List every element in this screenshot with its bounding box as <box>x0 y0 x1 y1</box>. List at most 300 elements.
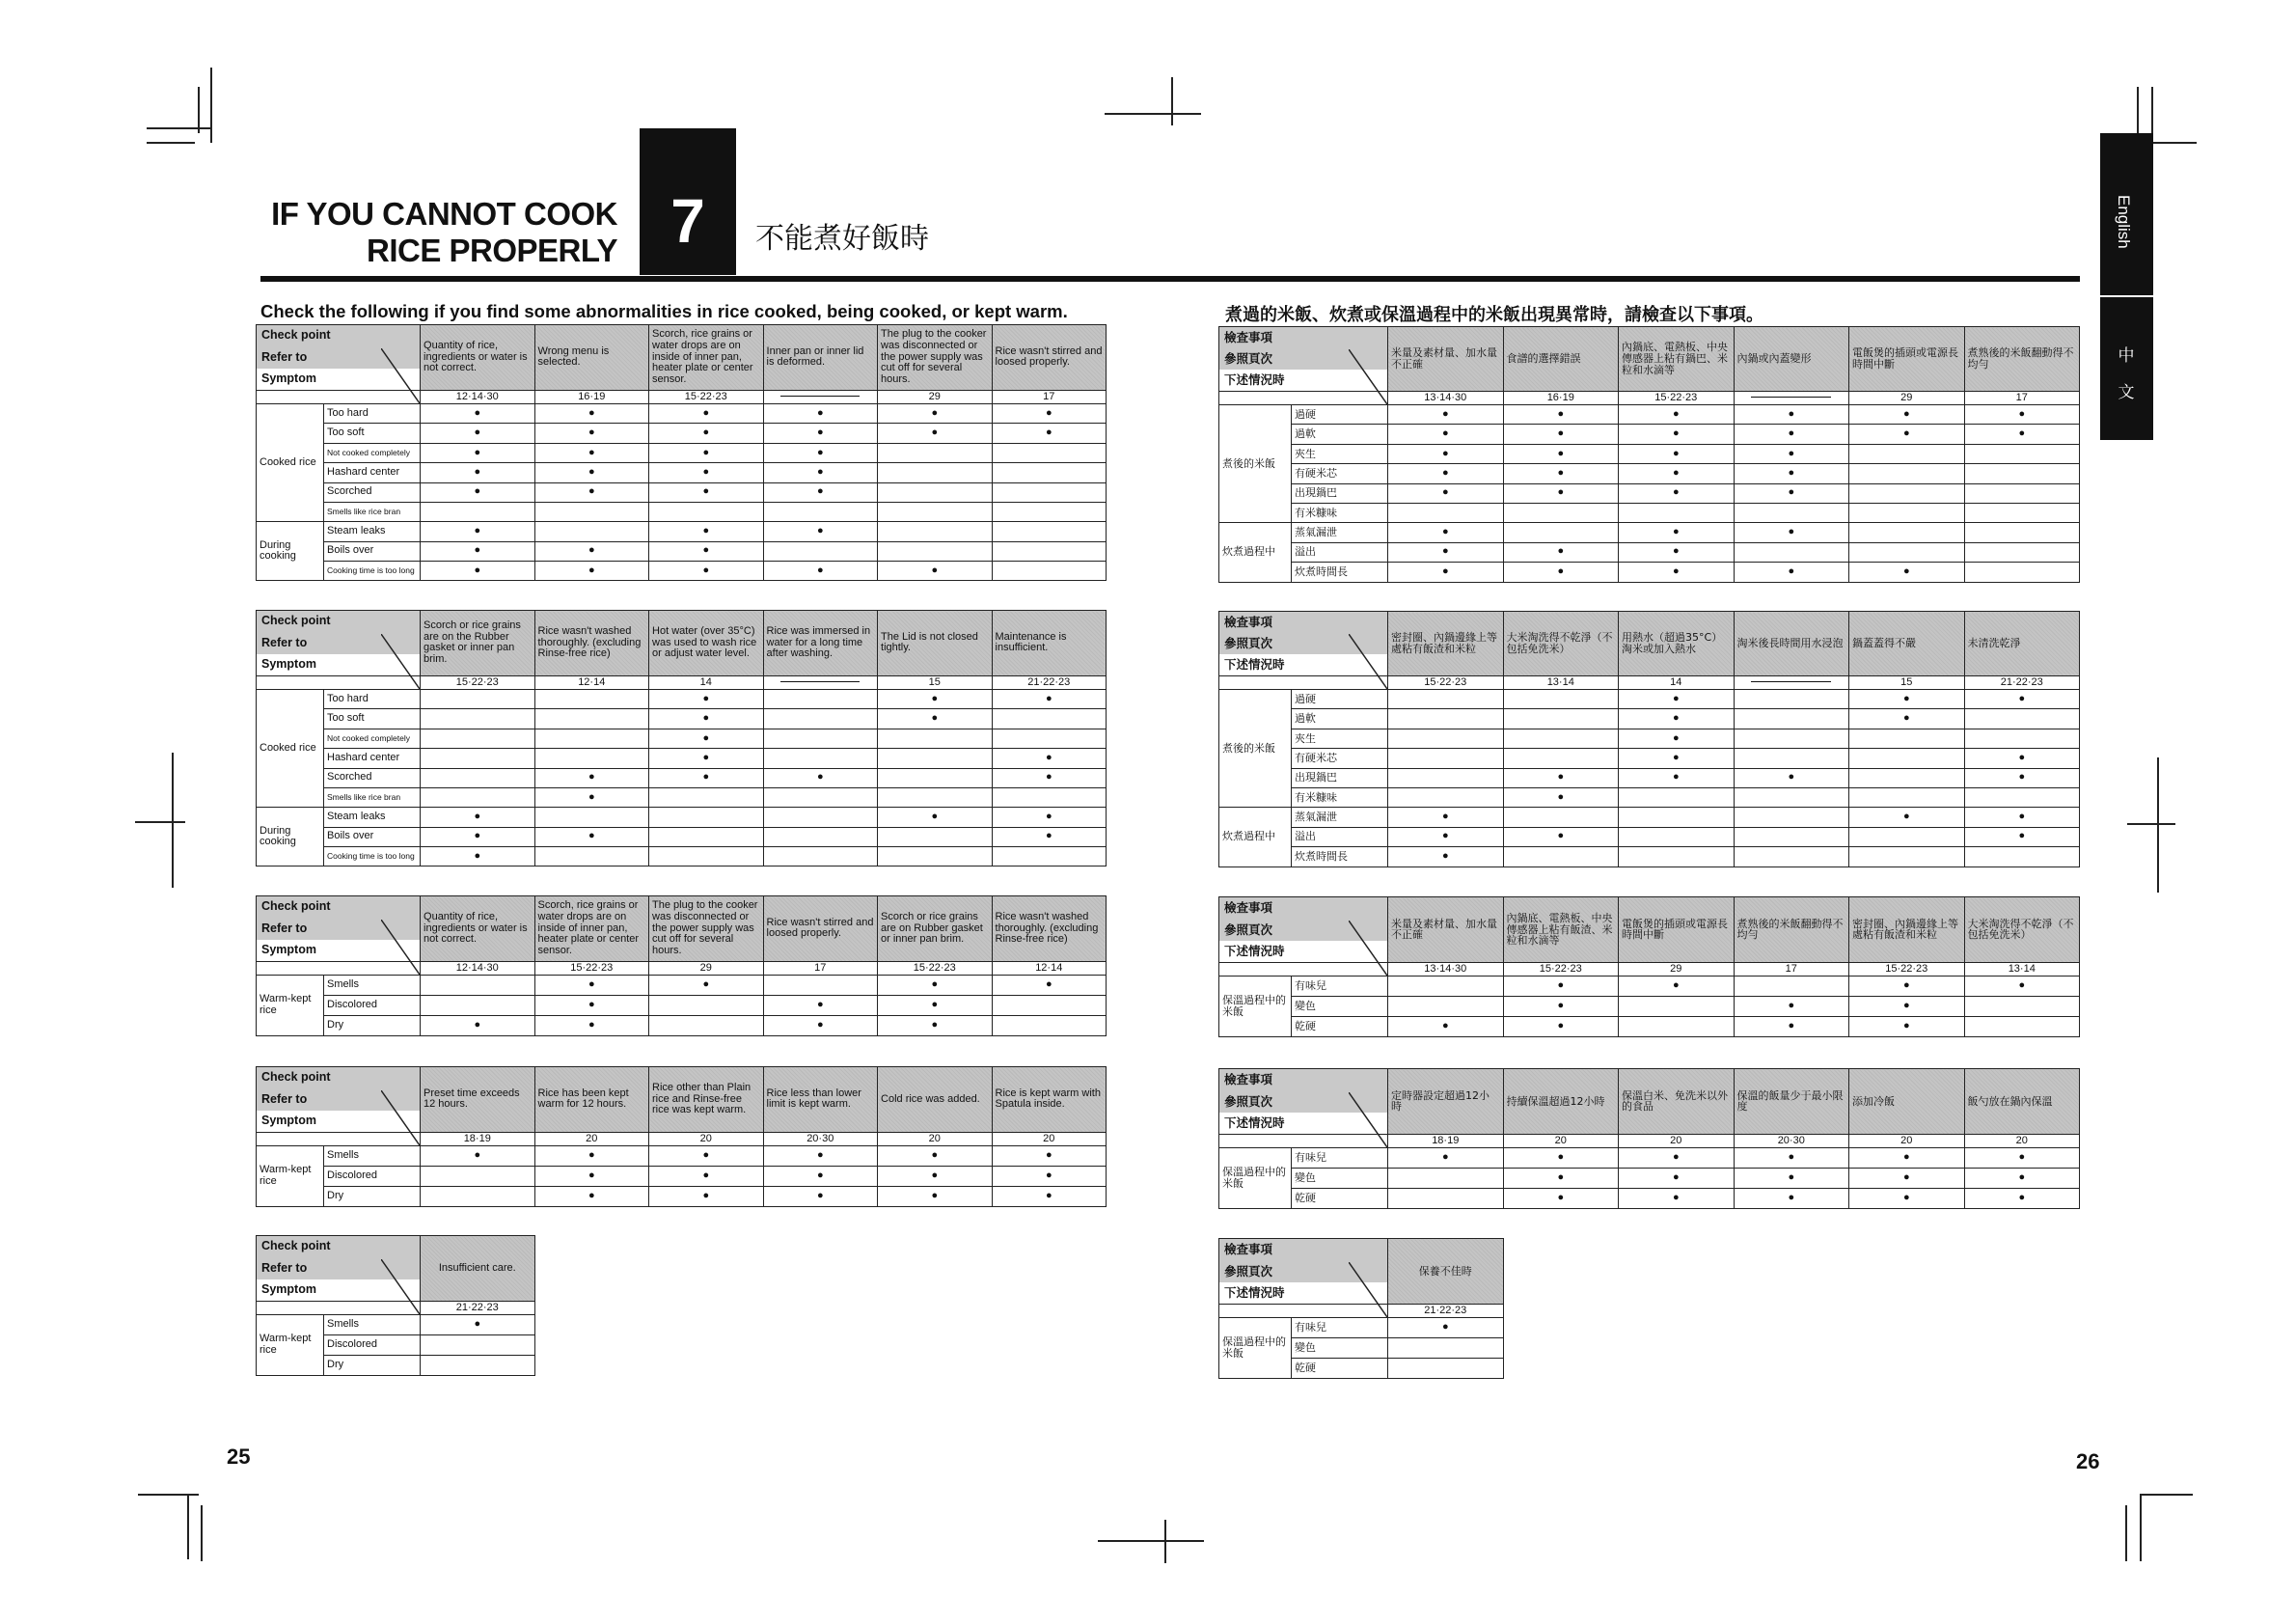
check-mark-dot: ● <box>763 995 878 1015</box>
refer-page-none <box>1734 391 1849 404</box>
refer-page: 14 <box>649 675 764 689</box>
empty-cell <box>1964 563 2080 582</box>
check-point-label: Check point <box>257 896 421 919</box>
empty-cell <box>1503 503 1619 522</box>
check-mark-dot: ● <box>878 403 993 423</box>
check-mark-dot: ● <box>421 541 535 561</box>
check-mark-dot: ● <box>421 424 535 443</box>
check-point-header: Inner pan or inner lid is deformed. <box>763 325 878 391</box>
check-mark-dot: ● <box>1849 1168 1965 1188</box>
check-mark-dot: ● <box>421 482 535 502</box>
check-mark-dot: ● <box>421 463 535 482</box>
symptom-row-label: 蒸氣漏泄 <box>1292 808 1388 827</box>
refer-to-label: 參照頁次 <box>1219 1260 1388 1282</box>
check-mark-dot: ● <box>1503 827 1619 846</box>
check-mark-dot: ● <box>1619 689 1735 708</box>
crop-mark <box>172 753 174 888</box>
refer-page: 20 <box>1619 1134 1735 1147</box>
crop-mark <box>187 1494 189 1559</box>
check-mark-dot: ● <box>1734 444 1849 463</box>
symptom-row-label: Steam leaks <box>324 522 421 541</box>
check-point-header: 煮熟後的米飯翻動得不均勻 <box>1734 897 1849 963</box>
check-mark-dot: ● <box>534 403 649 423</box>
refer-page: 15·22·23 <box>1849 962 1965 976</box>
empty-cell <box>1964 729 2080 748</box>
diagonal-line <box>1349 634 1387 689</box>
crop-mark <box>135 821 185 823</box>
symptom-row-label: Hashard center <box>324 463 421 482</box>
check-point-header: Scorch or rice grains are on Rubber gasket or inner pan brim. <box>878 896 993 962</box>
empty-cell <box>534 709 649 729</box>
empty-cell <box>1964 996 2080 1016</box>
symptom-row-label: Smells like rice bran <box>324 787 421 807</box>
check-mark-dot: ● <box>763 1145 878 1166</box>
check-mark-dot: ● <box>992 1166 1107 1186</box>
empty-cell <box>1964 464 2080 483</box>
empty-cell <box>1388 996 1504 1016</box>
diagonal-divider <box>381 920 420 975</box>
empty-cell <box>878 463 993 482</box>
check-mark-dot: ● <box>649 749 764 768</box>
check-mark-dot: ● <box>1619 749 1735 768</box>
check-mark-dot: ● <box>1388 827 1504 846</box>
empty-cell <box>1964 709 2080 729</box>
check-mark-dot: ● <box>421 443 535 462</box>
refer-page-none <box>1734 675 1849 689</box>
diagonal-line <box>1349 349 1387 404</box>
empty-cell <box>878 787 993 807</box>
symptom-row-label: 變色 <box>1292 996 1388 1016</box>
empty-cell <box>878 827 993 846</box>
empty-cell <box>763 689 878 708</box>
check-mark-dot: ● <box>763 522 878 541</box>
empty-cell <box>534 689 649 708</box>
refer-page: 15·22·23 <box>421 675 535 689</box>
empty-cell <box>763 787 878 807</box>
check-mark-dot: ● <box>992 975 1107 995</box>
check-mark-dot: ● <box>763 1166 878 1186</box>
empty-cell <box>421 1186 535 1206</box>
empty-cell <box>1849 787 1965 807</box>
check-mark-dot: ● <box>878 689 993 708</box>
empty-cell <box>992 729 1107 748</box>
check-mark-dot: ● <box>1964 749 2080 768</box>
check-mark-dot: ● <box>1503 464 1619 483</box>
check-mark-dot: ● <box>878 1166 993 1186</box>
check-mark-dot: ● <box>878 995 993 1015</box>
diagonal-divider <box>1349 1262 1387 1317</box>
check-point-header: The plug to the cooker was disconnected or the power supply was cut off for several hours. <box>649 896 764 962</box>
refer-page: 29 <box>649 961 764 975</box>
symptom-row-label: 有味兒 <box>1292 1317 1388 1337</box>
check-mark-dot: ● <box>1503 444 1619 463</box>
page-title-zh: 不能煮好飯時 <box>755 222 929 256</box>
empty-cell <box>649 827 764 846</box>
check-point-header: Rice wasn't washed thoroughly. (excluding Rinse-free rice) <box>534 611 649 676</box>
symptom-row-label: Smells <box>324 975 421 995</box>
check-mark-dot: ● <box>649 424 764 443</box>
refer-page: 15·22·23 <box>534 961 649 975</box>
check-point-header: 煮熟後的米飯翻動得不均勻 <box>1964 327 2080 392</box>
check-mark-dot: ● <box>1388 808 1504 827</box>
empty-cell <box>534 847 649 867</box>
refer-page: 17 <box>992 390 1107 403</box>
symptom-category: During cooking <box>257 808 324 867</box>
check-mark-dot: ● <box>1503 425 1619 444</box>
empty-cell <box>1734 787 1849 807</box>
page-number-left: 25 <box>227 1444 251 1469</box>
check-point-header: 未清洗乾淨 <box>1964 612 2080 676</box>
diagonal-line <box>1349 1262 1387 1317</box>
empty-cell <box>649 847 764 867</box>
check-point-header: 飯勺放在鍋內保溫 <box>1964 1069 2080 1135</box>
check-mark-dot: ● <box>1849 404 1965 424</box>
check-mark-dot: ● <box>1964 1168 2080 1188</box>
check-point-header: Scorch, rice grains or water drops are on inside of inner pan, heater plate or center sensor. <box>534 896 649 962</box>
empty-cell <box>421 1166 535 1186</box>
symptom-row-label: 乾硬 <box>1292 1188 1388 1208</box>
empty-cell <box>649 787 764 807</box>
empty-cell <box>992 463 1107 482</box>
check-mark-dot: ● <box>1964 976 2080 996</box>
refer-page: 20·30 <box>1734 1134 1849 1147</box>
empty-cell <box>1388 1188 1504 1208</box>
empty-cell <box>1734 503 1849 522</box>
symptom-label: 下述情況時 <box>1219 654 1388 675</box>
check-mark-dot: ● <box>1734 1147 1849 1168</box>
empty-cell <box>1388 1358 1504 1378</box>
symptom-category: Cooked rice <box>257 403 324 521</box>
check-point-header: Scorch, rice grains or water drops are on inside of inner pan, heater plate or center sensor. <box>649 325 764 391</box>
check-point-header: 添加冷飯 <box>1849 1069 1965 1135</box>
check-mark-dot: ● <box>1849 996 1965 1016</box>
symptom-row-label: 乾硬 <box>1292 1016 1388 1036</box>
check-mark-dot: ● <box>534 482 649 502</box>
right-table-3 <box>1218 896 2080 1037</box>
symptom-label: 下述情況時 <box>1219 370 1388 391</box>
check-mark-dot: ● <box>1964 689 2080 708</box>
symptom-category: Cooked rice <box>257 689 324 807</box>
check-mark-dot: ● <box>1964 827 2080 846</box>
diagonal-line <box>1349 921 1387 976</box>
empty-cell <box>1964 542 2080 562</box>
empty-cell <box>878 768 993 787</box>
empty-cell <box>1734 827 1849 846</box>
crop-mark <box>210 68 212 143</box>
check-mark-dot: ● <box>1849 563 1965 582</box>
check-mark-dot: ● <box>1849 1016 1965 1036</box>
check-point-header: 定時器設定超過12小時 <box>1388 1069 1504 1135</box>
check-mark-dot: ● <box>649 443 764 462</box>
check-mark-dot: ● <box>421 562 535 581</box>
refer-page: 15·22·23 <box>1503 962 1619 976</box>
symptom-row-label: 炊煮時間長 <box>1292 847 1388 867</box>
check-mark-dot: ● <box>1734 1168 1849 1188</box>
empty-cell <box>1734 729 1849 748</box>
empty-cell <box>1619 503 1735 522</box>
empty-cell <box>763 847 878 867</box>
crop-mark <box>2140 1494 2142 1561</box>
symptom-row-label: Discolored <box>324 1166 421 1186</box>
check-mark-dot: ● <box>763 443 878 462</box>
symptom-row-label: 有米糠味 <box>1292 503 1388 522</box>
check-mark-dot: ● <box>1734 483 1849 503</box>
check-point-header: Cold rice was added. <box>878 1067 993 1133</box>
diagonal-divider <box>381 634 420 689</box>
symptom-label: 下述情況時 <box>1219 1113 1388 1135</box>
empty-cell <box>1734 749 1849 768</box>
empty-cell <box>534 729 649 748</box>
symptom-label: 下述情況時 <box>1219 1282 1388 1305</box>
check-point-header: 淘米後長時間用水浸泡 <box>1734 612 1849 676</box>
check-mark-dot: ● <box>1849 976 1965 996</box>
empty-cell <box>878 749 993 768</box>
check-mark-dot: ● <box>1619 768 1735 787</box>
check-mark-dot: ● <box>649 1186 764 1206</box>
check-mark-dot: ● <box>1388 425 1504 444</box>
empty-cell <box>992 502 1107 521</box>
refer-to-label: 參照頁次 <box>1219 1090 1388 1113</box>
check-mark-dot: ● <box>992 1145 1107 1166</box>
symptom-row-label: Cooking time is too long <box>324 562 421 581</box>
check-point-header: Rice less than lower limit is kept warm. <box>763 1067 878 1133</box>
symptom-row-label: Dry <box>324 1355 421 1375</box>
refer-page: 13·14·30 <box>1388 962 1504 976</box>
symptom-row-label: Smells <box>324 1314 421 1334</box>
empty-cell <box>878 443 993 462</box>
check-mark-dot: ● <box>1734 563 1849 582</box>
symptom-row-label: 過軟 <box>1292 709 1388 729</box>
empty-cell <box>992 995 1107 1015</box>
check-point-header: 用熱水（超過35°C）淘米或加入熱水 <box>1619 612 1735 676</box>
language-side-tab <box>2100 133 2153 440</box>
crop-mark <box>2127 823 2175 825</box>
empty-cell <box>1619 996 1735 1016</box>
check-mark-dot: ● <box>421 808 535 827</box>
check-mark-dot: ● <box>1503 768 1619 787</box>
symptom-category: 保溫過程中的米飯 <box>1219 1147 1292 1208</box>
right-table-4 <box>1218 1068 2080 1209</box>
symptom-label: Symptom <box>257 1279 421 1302</box>
check-mark-dot: ● <box>1388 563 1504 582</box>
empty-cell <box>1388 709 1504 729</box>
check-mark-dot: ● <box>421 1145 535 1166</box>
empty-cell <box>992 847 1107 867</box>
check-mark-dot: ● <box>1619 1147 1735 1168</box>
check-mark-dot: ● <box>1619 542 1735 562</box>
check-point-label: Check point <box>257 611 421 633</box>
symptom-row-label: Boils over <box>324 541 421 561</box>
refer-page: 16·19 <box>1503 391 1619 404</box>
check-mark-dot: ● <box>878 1186 993 1206</box>
check-mark-dot: ● <box>1388 1016 1504 1036</box>
check-mark-dot: ● <box>878 709 993 729</box>
symptom-row-label: 出現鍋巴 <box>1292 483 1388 503</box>
check-mark-dot: ● <box>1734 464 1849 483</box>
check-point-header: Rice other than Plain rice and Rinse-free rice was kept warm. <box>649 1067 764 1133</box>
symptom-row-label: 溢出 <box>1292 542 1388 562</box>
symptom-row-label: 有味兒 <box>1292 1147 1388 1168</box>
empty-cell <box>421 689 535 708</box>
check-mark-dot: ● <box>763 768 878 787</box>
empty-cell <box>1619 787 1735 807</box>
refer-page: 17 <box>763 961 878 975</box>
check-point-header: Wrong menu is selected. <box>534 325 649 391</box>
symptom-row-label: Scorched <box>324 482 421 502</box>
check-mark-dot: ● <box>1503 483 1619 503</box>
check-mark-dot: ● <box>878 975 993 995</box>
check-mark-dot: ● <box>763 482 878 502</box>
check-mark-dot: ● <box>534 424 649 443</box>
check-mark-dot: ● <box>534 1166 649 1186</box>
check-mark-dot: ● <box>649 975 764 995</box>
symptom-row-label: Discolored <box>324 995 421 1015</box>
empty-cell <box>1388 1168 1504 1188</box>
check-mark-dot: ● <box>534 1015 649 1035</box>
empty-cell <box>992 482 1107 502</box>
check-mark-dot: ● <box>763 1186 878 1206</box>
empty-cell <box>1964 503 2080 522</box>
check-mark-dot: ● <box>534 463 649 482</box>
crop-mark <box>2157 757 2159 893</box>
refer-to-label: Refer to <box>257 1257 421 1279</box>
title-line-2: RICE PROPERLY <box>366 233 617 268</box>
empty-cell <box>1849 847 1965 867</box>
empty-cell <box>534 808 649 827</box>
symptom-row-label: Dry <box>324 1015 421 1035</box>
symptom-row-label: Boils over <box>324 827 421 846</box>
check-mark-dot: ● <box>421 847 535 867</box>
side-tab-chinese: 中文 <box>2118 346 2135 401</box>
refer-page: 13·14 <box>1964 962 2080 976</box>
check-point-header: 密封圈、內鍋邊緣上等處粘有飯渣和米粒 <box>1849 897 1965 963</box>
symptom-row-label: Discolored <box>324 1334 421 1355</box>
check-mark-dot: ● <box>649 1145 764 1166</box>
check-point-header: Rice wasn't washed thoroughly. (excluding Rinse-free rice) <box>992 896 1107 962</box>
right-table-1 <box>1218 326 2080 583</box>
empty-cell <box>1849 523 1965 542</box>
check-point-header: 密封圈、內鍋邊緣上等處粘有飯渣和米粒 <box>1388 612 1504 676</box>
check-mark-dot: ● <box>649 729 764 748</box>
crop-mark <box>1171 77 1173 125</box>
empty-cell <box>649 502 764 521</box>
check-mark-dot: ● <box>649 403 764 423</box>
check-mark-dot: ● <box>649 482 764 502</box>
empty-cell <box>878 729 993 748</box>
dash-line <box>1751 681 1831 683</box>
check-mark-dot: ● <box>1503 1168 1619 1188</box>
dash-line <box>1751 397 1831 399</box>
empty-cell <box>763 541 878 561</box>
diagonal-divider <box>1349 634 1387 689</box>
check-point-header: Rice is kept warm with Spatula inside. <box>992 1067 1107 1133</box>
side-tab-divider <box>2100 295 2153 297</box>
diagonal-divider <box>381 1259 420 1314</box>
refer-page: 12·14 <box>992 961 1107 975</box>
diagonal-line <box>381 634 420 689</box>
refer-page: 17 <box>1964 391 2080 404</box>
empty-cell <box>534 749 649 768</box>
refer-page: 21·22·23 <box>421 1301 535 1314</box>
check-point-header: Scorch or rice grains are on the Rubber gasket or inner pan brim. <box>421 611 535 676</box>
empty-cell <box>649 1015 764 1035</box>
symptom-row-label: Too hard <box>324 689 421 708</box>
refer-page: 17 <box>1734 962 1849 976</box>
check-point-label: 檢查事項 <box>1219 327 1388 348</box>
check-mark-dot: ● <box>1619 729 1735 748</box>
symptom-row-label: 夾生 <box>1292 729 1388 748</box>
empty-cell <box>1503 847 1619 867</box>
check-point-header: Quantity of rice, ingredients or water is not correct. <box>421 896 535 962</box>
check-mark-dot: ● <box>878 562 993 581</box>
check-mark-dot: ● <box>534 827 649 846</box>
symptom-row-label: 過硬 <box>1292 404 1388 424</box>
crop-mark <box>1098 1540 1204 1542</box>
empty-cell <box>878 502 993 521</box>
empty-cell <box>1388 689 1504 708</box>
check-mark-dot: ● <box>534 443 649 462</box>
refer-to-label: Refer to <box>257 1088 421 1111</box>
refer-page: 20 <box>534 1132 649 1145</box>
dash-line <box>780 396 860 398</box>
empty-cell <box>1619 847 1735 867</box>
symptom-row-label: Steam leaks <box>324 808 421 827</box>
empty-cell <box>992 709 1107 729</box>
check-point-header: 內鍋底、電熱板、中央傳感器上粘有飯渣、米粒和水滴等 <box>1503 897 1619 963</box>
crop-mark <box>147 142 195 144</box>
refer-page: 13·14 <box>1503 675 1619 689</box>
empty-cell <box>1503 689 1619 708</box>
empty-cell <box>1503 808 1619 827</box>
check-point-header: Rice wasn't stirred and loosed properly. <box>763 896 878 962</box>
symptom-category: 保溫過程中的米飯 <box>1219 1317 1292 1378</box>
empty-cell <box>421 768 535 787</box>
symptom-category: 煮後的米飯 <box>1219 404 1292 522</box>
check-mark-dot: ● <box>1849 709 1965 729</box>
empty-cell <box>1619 1016 1735 1036</box>
refer-to-label: 參照頁次 <box>1219 919 1388 941</box>
check-mark-dot: ● <box>1503 787 1619 807</box>
refer-page: 20 <box>1964 1134 2080 1147</box>
refer-page: 21·22·23 <box>992 675 1107 689</box>
crop-mark <box>201 1505 203 1561</box>
empty-cell <box>1849 542 1965 562</box>
check-point-header: The plug to the cooker was disconnected or the power supply was cut off for several hours. <box>878 325 993 391</box>
check-mark-dot: ● <box>1964 808 2080 827</box>
check-mark-dot: ● <box>992 424 1107 443</box>
empty-cell <box>1388 976 1504 996</box>
check-mark-dot: ● <box>1849 1188 1965 1208</box>
check-mark-dot: ● <box>534 995 649 1015</box>
symptom-row-label: Not cooked completely <box>324 443 421 462</box>
check-point-label: Check point <box>257 325 421 347</box>
check-mark-dot: ● <box>992 808 1107 827</box>
check-point-header: 米量及素材量、加水量不正確 <box>1388 327 1504 392</box>
crop-mark <box>138 1494 199 1496</box>
symptom-row-label: 夾生 <box>1292 444 1388 463</box>
empty-cell <box>1503 523 1619 542</box>
empty-cell <box>1964 444 2080 463</box>
check-mark-dot: ● <box>1388 464 1504 483</box>
refer-page: 12·14·30 <box>421 390 535 403</box>
diagonal-divider <box>1349 349 1387 404</box>
check-mark-dot: ● <box>534 1186 649 1206</box>
empty-cell <box>649 808 764 827</box>
check-mark-dot: ● <box>763 1015 878 1035</box>
check-mark-dot: ● <box>1619 523 1735 542</box>
check-point-header: Rice wasn't stirred and loosed properly. <box>992 325 1107 391</box>
symptom-row-label: Too hard <box>324 403 421 423</box>
